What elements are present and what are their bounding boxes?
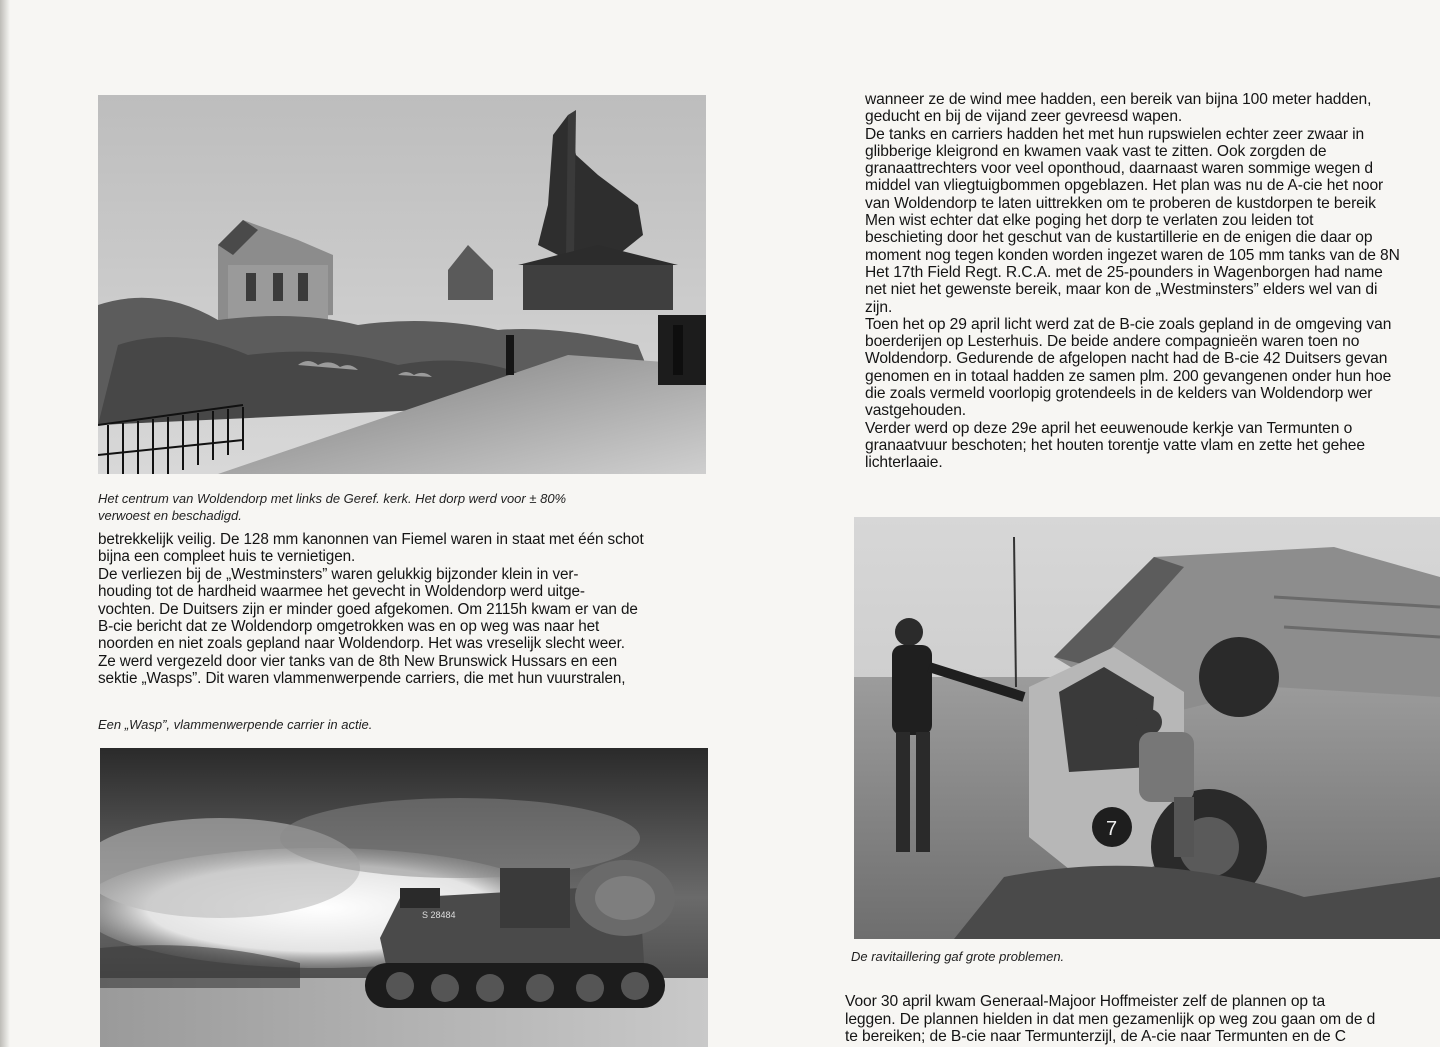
right-page [775, 0, 1440, 1047]
caption-woldendorp-ruins [98, 490, 738, 524]
text-line: Het 17th Field Regt. R.C.A. met de 25-pounders in Wagenborgen had name [865, 263, 1383, 281]
text-line: leggen. De plannen hielden in dat men gezamenlijk op weg zou gaan om de d [845, 1010, 1376, 1028]
text-line: die zoals vermeld voorlopig grotendeels in de kelders van Woldendorp wer [865, 385, 1373, 403]
text-line: moment nog tegen konden worden ingezet waren de 105 mm tanks van de 8N [865, 246, 1400, 264]
right-page-body-text [865, 91, 1440, 472]
left-page-body-text [98, 531, 708, 688]
page-edge-shadow [0, 0, 10, 1047]
caption-line: Het centrum van Woldendorp met links de Geref. kerk. Het dorp werd voor ± 80% [98, 491, 567, 506]
text-line: sektie „Wasps”. Dit waren vlammenwerpende carriers, die met hun vuurstralen, [98, 670, 626, 688]
truck-number: 7 [1106, 818, 1118, 840]
text-line: Woldendorp. Gedurende de afgelopen nacht had de B-cie 42 Duitsers gevan [865, 350, 1388, 368]
text-line: zijn. [865, 298, 893, 316]
caption-line: verwoest en beschadigd. [98, 508, 242, 523]
text-line: te bereiken; de B-cie naar Termunterzijl, de A-cie naar Termunten en de C [845, 1028, 1346, 1045]
truck-photo-image [854, 517, 1440, 939]
text-line: boerderijen op Lesterhuis. De beide andere compagnieën waren toen no [865, 333, 1360, 351]
text-line: vastgehouden. [865, 402, 967, 420]
text-line: vochten. De Duitsers zijn er minder goed afgekomen. Om 2115h kwam er van de [98, 600, 638, 618]
text-line: net niet het gewenste bereik, maar kon de „Westminsters” elders wel van di [865, 281, 1378, 299]
text-line: De tanks en carriers hadden het met hun rupswielen echter zeer zwaar in [865, 125, 1365, 143]
text-line: genomen en in totaal hadden ze samen plm. 200 gevangenen onder hun hoe [865, 367, 1392, 385]
text-line: geducht en bij de vijand zeer gevreesd wapen. [865, 108, 1183, 126]
text-line: glibberige kleigrond en kwamen vaak vast te zitten. Ook zorgden de [865, 142, 1327, 160]
text-line: Ze werd vergezeld door vier tanks van de 8th New Brunswick Hussars en een [98, 652, 617, 670]
text-line: houding tot de hardheid waarmee het gevecht in Woldendorp werd uitge- [98, 583, 585, 601]
caption-wasp-carrier: Een „Wasp”, vlammenwerpende carrier in actie. [98, 717, 373, 732]
text-line: Verder werd op deze 29e april het eeuwenoude kerkje van Termunten o [865, 419, 1353, 437]
ruins-photo-image [98, 95, 706, 474]
caption-stuck-truck: De ravitaillering gaf grote problemen. [851, 949, 1065, 964]
text-line: wanneer ze de wind mee hadden, een bereik van bijna 100 meter hadden, [865, 91, 1372, 108]
text-line: B-cie bericht dat ze Woldendorp omgetrokken was en op weg was naar het [98, 618, 600, 636]
text-line: middel van vliegtuigbommen opgeblazen. Het plan was nu de A-cie het noor [865, 177, 1384, 195]
text-line: noorden en niet zoals gepland naar Woldendorp. Het was vreselijk slecht weer. [98, 635, 625, 653]
text-line: granaattrechters voor veel oponthoud, daarnaast waren sommige wegen d [865, 160, 1374, 178]
photo-wasp-carrier [100, 748, 708, 1047]
vehicle-marking: S 28484 [422, 910, 456, 920]
text-line: granaatvuur beschoten; het houten torentje vatte vlam en zette het gehee [865, 436, 1365, 454]
right-page-bottom-text [845, 993, 1440, 1046]
photo-woldendorp-ruins [98, 95, 706, 474]
wasp-photo-image [100, 748, 708, 1047]
text-line: Voor 30 april kwam Generaal-Majoor Hoffmeister zelf de plannen op ta [845, 993, 1326, 1010]
text-line: De verliezen bij de „Westminsters” waren gelukkig bijzonder klein in ver- [98, 565, 579, 583]
text-line: betrekkelijk veilig. De 128 mm kanonnen van Fiemel waren in staat met één schot [98, 531, 644, 548]
text-line: Toen het op 29 april licht werd zat de B-cie zoals gepland in de omgeving van [865, 315, 1392, 333]
text-line: lichterlaaie. [865, 454, 943, 472]
text-line: Men wist echter dat elke poging het dorp te verlaten zou leiden tot [865, 212, 1314, 230]
photo-stuck-truck [854, 517, 1440, 939]
text-line: beschieting door het geschut van de kustartillerie en de enigen die daar op [865, 229, 1373, 247]
text-line: van Woldendorp te laten uittrekken om te proberen de kustdorpen te bereik [865, 194, 1376, 212]
text-line: bijna een compleet huis te vernietigen. [98, 548, 356, 566]
